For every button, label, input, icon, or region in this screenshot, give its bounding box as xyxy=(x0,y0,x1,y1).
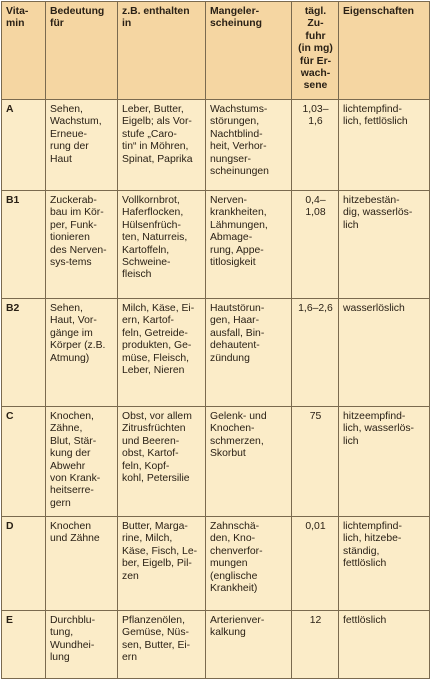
header-eigenschaften xyxy=(339,2,430,100)
cell-mangel xyxy=(206,407,292,517)
bedeutung-text: Zuckerab- bau im Kör- per, Funk- tionieren des Nerven- sys-tems xyxy=(50,195,107,269)
eigenschaften-text: lichtempfind- lich, fettlöslich xyxy=(343,104,408,128)
cell-enthalten xyxy=(118,407,206,517)
cell-zufuhr xyxy=(292,100,339,191)
cell-bedeutung xyxy=(46,299,118,407)
mangel-text: Hautstörun- gen, Haar- ausfall, Bin- dehautent- zündung xyxy=(210,303,265,364)
table-row xyxy=(2,407,430,517)
header-zufuhr-label: tägl. Zu- fuhr (in mg) für Er- wach- sene xyxy=(298,6,333,92)
cell-vitamin xyxy=(2,299,46,407)
header-zufuhr xyxy=(292,2,339,100)
header-bedeutung-label: Bedeutung für xyxy=(50,6,105,30)
mangel-text: Wachstums- störungen, Nachtblind- heit, Verhor- nungser- scheinungen xyxy=(210,104,269,178)
zufuhr-text: 0,01 xyxy=(305,521,326,532)
enthalten-text: Butter, Marga- rine, Milch, Käse, Fisch, Le- ber, Eigelb, Pil- zen xyxy=(122,521,198,582)
cell-zufuhr xyxy=(292,611,339,679)
cell-mangel xyxy=(206,517,292,611)
mangel-text: Zahnschä- den, Kno- chenverfor- mungen (englische Krankheit) xyxy=(210,521,263,595)
cell-eigenschaften xyxy=(339,100,430,191)
zufuhr-text: 1,6–2,6 xyxy=(298,303,333,314)
cell-bedeutung xyxy=(46,100,118,191)
cell-vitamin xyxy=(2,191,46,299)
eigenschaften-text: wasserlöslich xyxy=(343,303,405,314)
cell-mangel xyxy=(206,191,292,299)
table-header xyxy=(2,2,430,100)
header-enthalten-label: z.B. enthalten in xyxy=(122,6,190,30)
bedeutung-text: Durchblu- tung, Wundhei- lung xyxy=(50,615,96,664)
zufuhr-text: 75 xyxy=(309,411,322,422)
header-mangel-label: Mangeler- scheinung xyxy=(210,6,262,30)
header-mangel xyxy=(206,2,292,100)
zufuhr-text: 12 xyxy=(309,615,322,626)
table-row xyxy=(2,299,430,407)
enthalten-text: Milch, Käse, Ei- ern, Kartof- feln, Getreide- produkten, Ge- müse, Fleisch, Leber, Nieren xyxy=(122,303,195,377)
cell-mangel xyxy=(206,299,292,407)
cell-enthalten xyxy=(118,299,206,407)
cell-vitamin xyxy=(2,611,46,679)
bedeutung-text: Sehen, Haut, Vor- gänge im Körper (z.B. Atmung) xyxy=(50,303,106,364)
cell-vitamin xyxy=(2,100,46,191)
cell-bedeutung xyxy=(46,517,118,611)
mangel-text: Nerven- krankheiten, Lähmungen, Abmage- rung, Appe- titlosigkeit xyxy=(210,195,268,269)
cell-eigenschaften xyxy=(339,611,430,679)
header-vitamin xyxy=(2,2,46,100)
cell-mangel xyxy=(206,100,292,191)
cell-eigenschaften xyxy=(339,407,430,517)
cell-enthalten xyxy=(118,611,206,679)
header-enthalten xyxy=(118,2,206,100)
zufuhr-text: 1,03–1,6 xyxy=(302,104,329,128)
table-row xyxy=(2,611,430,679)
cell-enthalten xyxy=(118,517,206,611)
vitamin-name: B1 xyxy=(6,195,20,206)
enthalten-text: Vollkornbrot, Haferflocken, Hülsenfrüch- ten, Naturreis, Kartoffeln, Schweine- fleisch xyxy=(122,195,188,281)
header-eigenschaften-label: Eigenschaften xyxy=(343,6,415,17)
cell-zufuhr xyxy=(292,407,339,517)
header-vitamin-label: Vita- min xyxy=(6,6,29,30)
bedeutung-text: Knochen, Zähne, Blut, Stär- kung der Abwehr von Krank- heitserre- gern xyxy=(50,411,101,509)
zufuhr-text: 0,4–1,08 xyxy=(305,195,326,219)
header-row xyxy=(2,2,430,100)
cell-eigenschaften xyxy=(339,191,430,299)
enthalten-text: Obst, vor allem Zitrusfrüchten und Beeren- obst, Kartof- feln, Kopf- kohl, Petersilie xyxy=(122,411,192,485)
mangel-text: Gelenk- und Knochen- schmerzen, Skorbut xyxy=(210,411,267,460)
eigenschaften-text: hitzebestän- dig, wasserlös- lich xyxy=(343,195,413,231)
mangel-text: Arterienver- kalkung xyxy=(210,615,265,639)
vitamin-name: C xyxy=(6,411,14,422)
bedeutung-text: Knochen und Zähne xyxy=(50,521,100,545)
cell-enthalten xyxy=(118,100,206,191)
enthalten-text: Leber, Butter, Eigelb; als Vor- stufe „Caro- tin“ in Möhren, Spinat, Paprika xyxy=(122,104,193,165)
cell-bedeutung xyxy=(46,611,118,679)
cell-eigenschaften xyxy=(339,299,430,407)
table-row xyxy=(2,100,430,191)
cell-zufuhr xyxy=(292,191,339,299)
cell-vitamin xyxy=(2,407,46,517)
vitamin-name: D xyxy=(6,521,14,532)
cell-bedeutung xyxy=(46,191,118,299)
cell-enthalten xyxy=(118,191,206,299)
vitamin-table xyxy=(1,1,430,679)
cell-zufuhr xyxy=(292,299,339,407)
cell-bedeutung xyxy=(46,407,118,517)
cell-mangel xyxy=(206,611,292,679)
vitamin-name: A xyxy=(6,104,14,115)
eigenschaften-text: lichtempfind- lich, hitzebe- ständig, fettlöslich xyxy=(343,521,402,570)
vitamin-name: B2 xyxy=(6,303,20,314)
bedeutung-text: Sehen, Wachstum, Erneue- rung der Haut xyxy=(50,104,102,165)
enthalten-text: Pflanzenölen, Gemüse, Nüs- sen, Butter, Ei- ern xyxy=(122,615,191,664)
cell-zufuhr xyxy=(292,517,339,611)
eigenschaften-text: hitzeempfind- lich, wasserlös- lich xyxy=(343,411,415,447)
vitamin-name: E xyxy=(6,615,13,626)
cell-eigenschaften xyxy=(339,517,430,611)
header-bedeutung xyxy=(46,2,118,100)
cell-vitamin xyxy=(2,517,46,611)
table-row xyxy=(2,517,430,611)
table-row xyxy=(2,191,430,299)
table-body xyxy=(2,100,430,679)
eigenschaften-text: fettlöslich xyxy=(343,615,387,626)
